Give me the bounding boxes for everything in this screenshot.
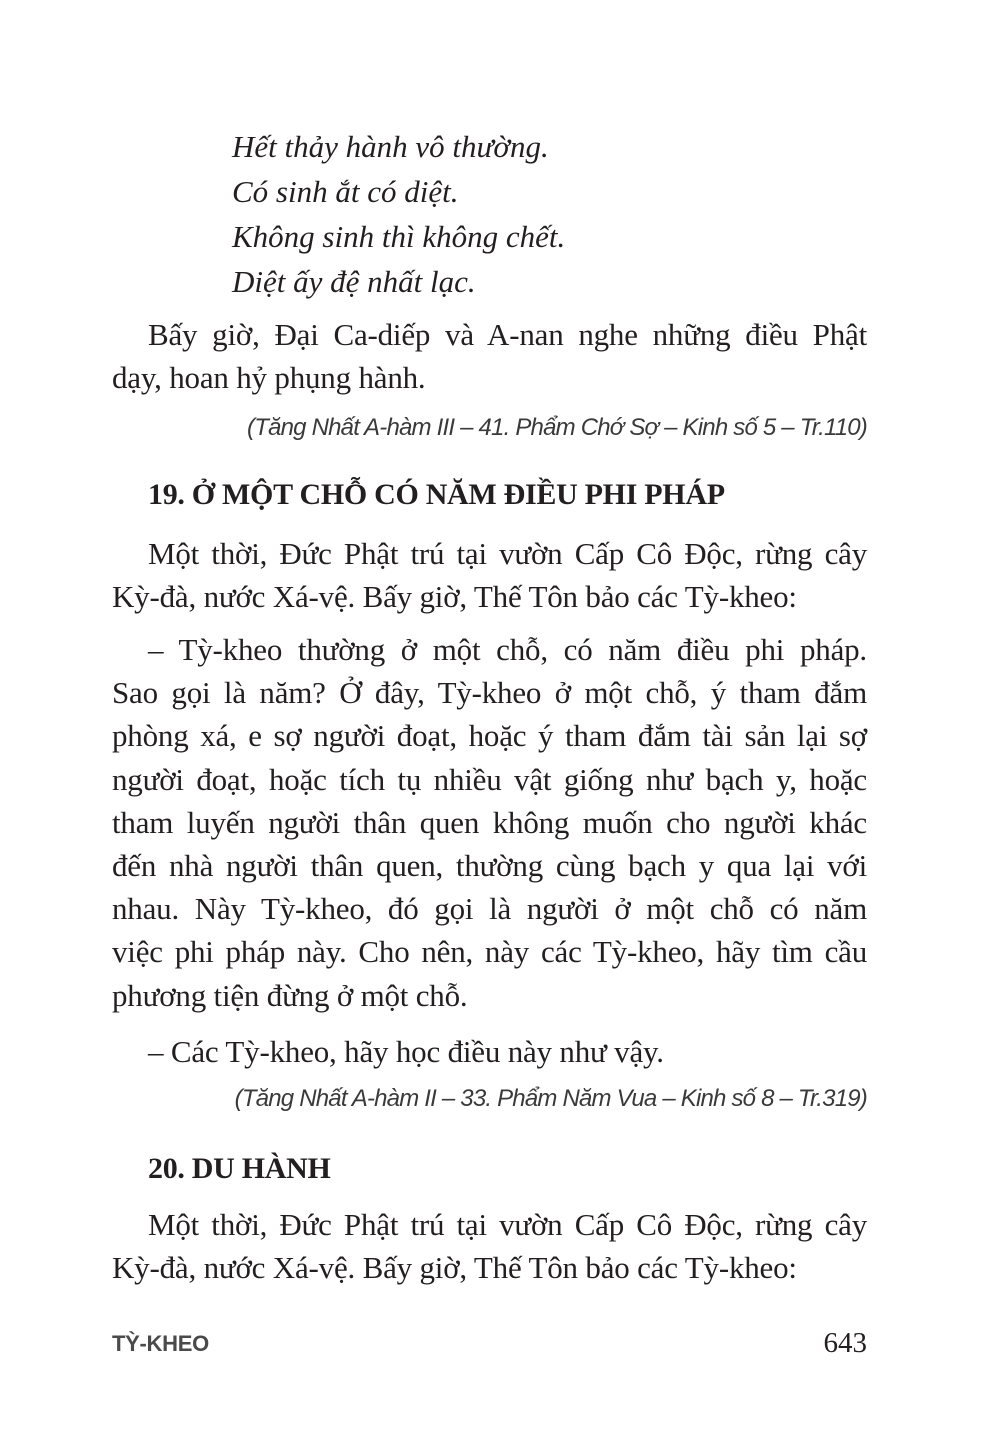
paragraph-line: Kỳ-đà, nước Xá-vệ. Bấy giờ, Thế Tôn bảo các Tỳ-kheo: <box>112 1250 797 1286</box>
paragraph-line: đến nhà người thân quen, thường cùng bạch y qua lại với <box>112 848 867 884</box>
paragraph-line: dạy, hoan hỷ phụng hành. <box>112 360 426 396</box>
paragraph-line: phương tiện đừng ở một chỗ. <box>112 977 468 1013</box>
verse-line: Có sinh ắt có diệt. <box>232 174 459 209</box>
section-19-speech <box>112 628 867 1017</box>
paragraph-line: – Tỳ-kheo thường ở một chỗ, có năm điều phi pháp. <box>148 632 867 667</box>
section-heading: 20. DU HÀNH <box>148 1152 331 1185</box>
paragraph-line: – Các Tỳ-kheo, hãy học điều này như vậy. <box>148 1034 664 1069</box>
paragraph-line: Bấy giờ, Đại Ca-diếp và A-nan nghe những điều Phật <box>148 317 867 352</box>
page-number: 643 <box>823 1327 867 1359</box>
verse-line: Diệt ấy đệ nhất lạc. <box>232 264 476 299</box>
closing-paragraph <box>112 313 867 399</box>
paragraph-line: phòng xá, e sợ người đoạt, hoặc ý tham đắm tài sản lại sợ <box>112 718 867 754</box>
paragraph-line: tham luyến người thân quen không muốn cho người khác <box>112 804 867 840</box>
citation: (Tăng Nhất A-hàm II – 33. Phẩm Năm Vua – Kinh số 8 – Tr.319) <box>234 1085 867 1112</box>
section-20-intro <box>112 1203 867 1289</box>
running-footer-title: TỲ-KHEO <box>112 1331 209 1356</box>
paragraph-line: Kỳ-đà, nước Xá-vệ. Bấy giờ, Thế Tôn bảo các Tỳ-kheo: <box>112 579 797 615</box>
paragraph-line: người đoạt, hoặc tích tụ nhiều vật giống như bạch y, hoặc <box>112 761 867 797</box>
verse-line: Hết thảy hành vô thường. <box>232 129 549 164</box>
section-heading: 19. Ở MỘT CHỖ CÓ NĂM ĐIỀU PHI PHÁP <box>148 478 725 511</box>
paragraph-line: Một thời, Đức Phật trú tại vườn Cấp Cô Độc, rừng cây <box>148 1207 867 1242</box>
paragraph-line: nhau. Này Tỳ-kheo, đó gọi là người ở một chỗ có năm <box>112 891 867 927</box>
citation: (Tăng Nhất A-hàm III – 41. Phẩm Chớ Sợ – Kinh số 5 – Tr.110) <box>247 414 867 441</box>
section-19-intro <box>112 532 867 618</box>
section-19-closing <box>112 1030 867 1073</box>
paragraph-line: Một thời, Đức Phật trú tại vườn Cấp Cô Độc, rừng cây <box>148 536 867 571</box>
verse-line: Không sinh thì không chết. <box>232 219 566 254</box>
paragraph-line: Sao gọi là năm? Ở đây, Tỳ-kheo ở một chỗ, ý tham đắm <box>112 675 867 711</box>
paragraph-line: việc phi pháp này. Cho nên, này các Tỳ-kheo, hãy tìm cầu <box>112 934 867 970</box>
verse-block <box>232 124 565 304</box>
